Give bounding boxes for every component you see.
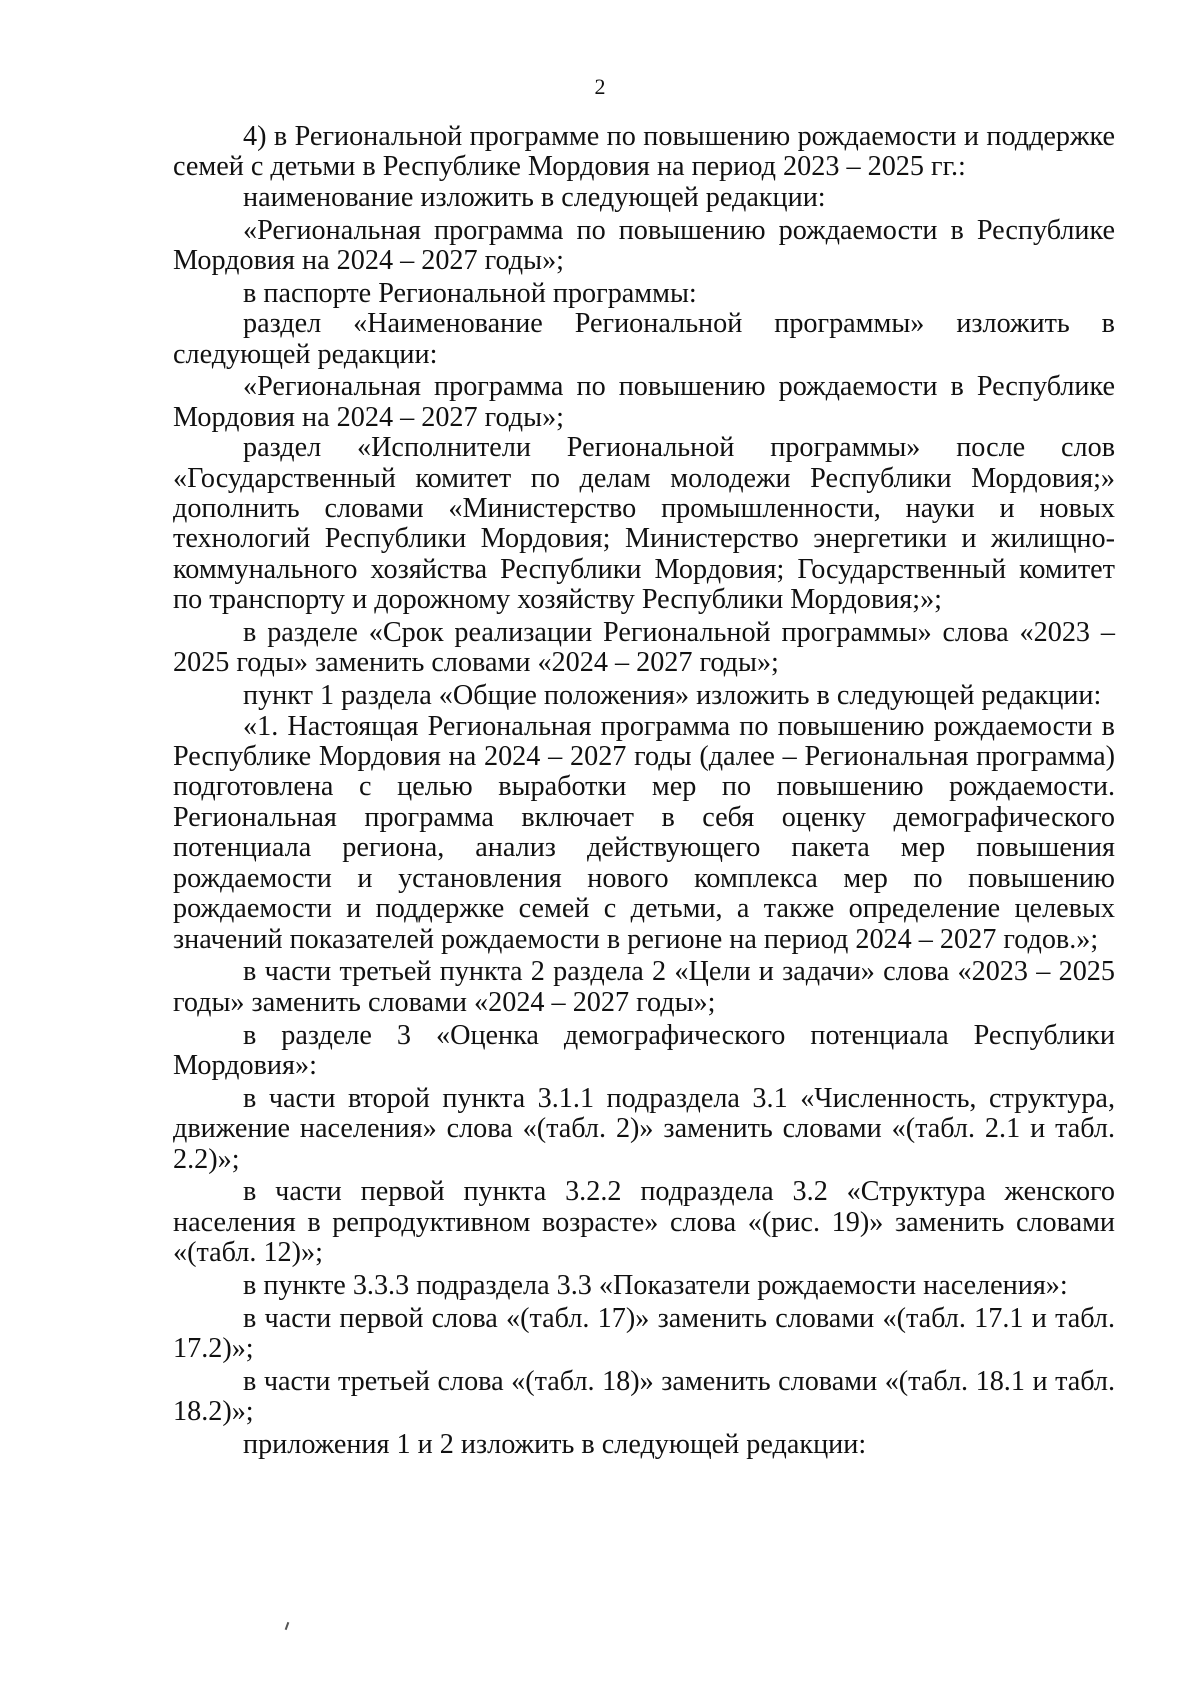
amendment-paragraph: раздел «Исполнители Региональной программы» после слов «Государственный комитет по делам молодежи Республики Мордовия;» дополнить словами «Министерство промышленности, науки и новых технологий Республики Мордовия; Министерство энергетики и жилищно-коммунального хозяйства Республики Мордовия; Государственный комитет по транспорту и дорожному хозяйству Республики Мордовия;»; [173, 432, 1115, 616]
amendment-paragraph: 4) в Региональной программе по повышению рождаемости и поддержке семей с детьми в Республике Мордовия на период 2023 – 2025 гг.: [173, 121, 1115, 183]
amendment-paragraph: наименование изложить в следующей редакции: [243, 181, 826, 213]
amendment-paragraph: в части третьей слова «(табл. 18)» заменить словами «(табл. 18.1 и табл. 18.2)»; [173, 1365, 1115, 1428]
page-number: 2 [594, 74, 606, 99]
amendment-paragraph: в части первой слова «(табл. 17)» заменить словами «(табл. 17.1 и табл. 17.2)»; [173, 1302, 1115, 1365]
document-body [173, 122, 1115, 1461]
amendment-paragraph: в разделе «Срок реализации Региональной программы» слова «2023 – 2025 годы» заменить словами «2024 – 2027 годы»; [173, 617, 1115, 679]
amendment-paragraph: «1. Настоящая Региональная программа по повышению рождаемости в Республике Мордовия на 2024 – 2027 годы (далее – Региональная программа) подготовлена с целью выработки мер по повышению рождаемости. Региональная программа включает в себя оценку демографического потенциала региона, анализ действующего пакета мер повышения рождаемости и установления нового комплекса мер по повышению рождаемости и поддержке семей с детьми, а также определение целевых значений показателей рождаемости в регионе на период 2024 – 2027 годов.»; [173, 710, 1115, 955]
amendment-paragraph: пункт 1 раздела «Общие положения» изложить в следующей редакции: [243, 680, 1102, 712]
amendment-paragraph: «Региональная программа по повышению рождаемости в Республике Мордовия на 2024 – 2027 годы»; [173, 214, 1115, 277]
amendment-paragraph: приложения 1 и 2 изложить в следующей редакции: [243, 1429, 867, 1461]
amendment-paragraph: в части первой пункта 3.2.2 подраздела 3.2 «Структура женского населения в репродуктивном возрасте» слова «(рис. 19)» заменить словами «(табл. 12)»; [173, 1176, 1115, 1269]
amendment-paragraph: в пункте 3.3.3 подраздела 3.3 «Показатели рождаемости населения»: [243, 1269, 1068, 1301]
amendment-paragraph: в части второй пункта 3.1.1 подраздела 3.1 «Численность, структура, движение населения» слова «(табл. 2)» заменить словами «(табл. 2.1 и табл. 2.2)»; [173, 1082, 1115, 1175]
amendment-paragraph: в части третьей пункта 2 раздела 2 «Цели и задачи» слова «2023 – 2025 годы» заменить словами «2024 – 2027 годы»; [173, 956, 1115, 1018]
amendment-paragraph: раздел «Наименование Региональной программы» изложить в следующей редакции: [173, 308, 1115, 370]
amendment-paragraph: в разделе 3 «Оценка демографического потенциала Республики Мордовия»: [173, 1019, 1115, 1081]
amendment-paragraph: «Региональная программа по повышению рождаемости в Республике Мордовия на 2024 – 2027 годы»; [173, 371, 1115, 433]
amendment-paragraph: в паспорте Региональной программы: [243, 277, 697, 309]
scan-mark [285, 1622, 290, 1630]
